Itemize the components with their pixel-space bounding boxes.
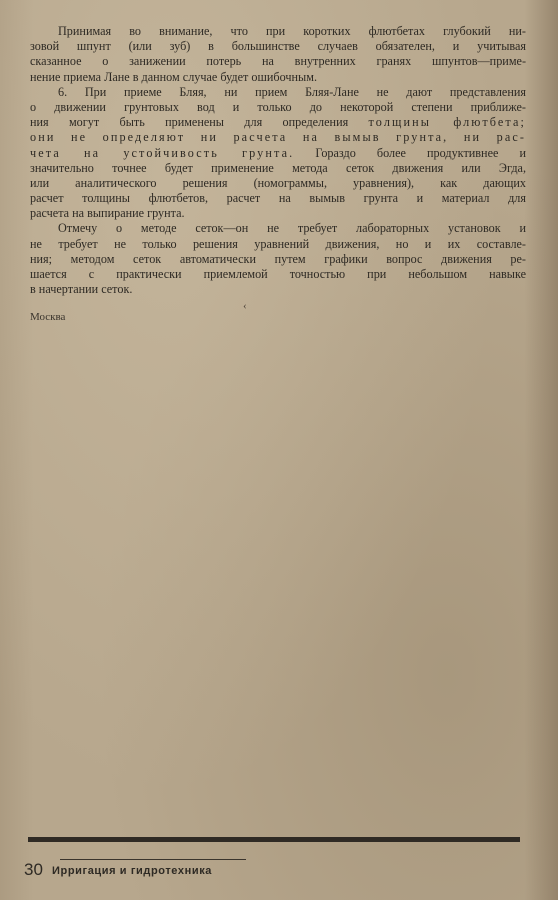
text-line: шается с практически приемлемой точностью при небольшом навыке [30,267,526,281]
emphasized-text: чета на устойчивость грунта. [30,145,295,160]
text-line [30,146,526,161]
text-line: расчет толщины флютбетов, расчет на вымыв грунта и материал для [30,191,526,206]
text-line: ния; методом сеток автоматически путем графики вопрос движения ре- [30,251,526,266]
emphasized-text: толщины флютбета; [368,115,526,130]
ink-speck: ‹ [243,300,247,312]
text-line: они не определяют ни расчета на вымыв грунта, ни рас- [30,130,526,145]
page-footer [24,858,524,884]
text-line: или аналитического решения (номограммы, уравнения), как дающих [30,175,526,190]
page-number: 30 [24,860,43,879]
author-location: Москва [30,311,66,323]
text-line: зовой шпунт (или зуб) в большинстве случаев обязателен, и учитывая [30,39,526,54]
article-text [30,24,526,297]
paragraph-lane-method [30,24,526,85]
text-line: значительно точнее будет применение метода сеток движения или Эгда, [30,160,526,175]
text-line: 6. При приеме Бляя, ни прием Бляя-Лане не дают представления [58,84,526,99]
footer-divider [28,837,520,842]
text-line: о движении грунтовых вод и только до некоторой степени приближе- [30,99,526,114]
text-line: Отмечу о методе сеток—он не требует лабораторных установок и [58,221,526,236]
footer-title-rule [60,859,246,860]
journal-title: Ирригация и гидротехника [52,865,213,877]
text-segment: ния могут быть применены для определения [30,115,349,130]
paragraph-point-6 [30,85,526,222]
text-line: нение приема Лане в данном случае будет ошибочным. [30,69,317,84]
text-line [30,115,526,130]
text-line: Принимая во внимание, что при коротких флютбетах глубокий ни- [58,24,526,38]
paragraph-grid-method [30,221,526,297]
text-line: в начертании сеток. [30,282,133,297]
text-segment: Гораздо более продуктивнее и [315,145,526,160]
text-line: сказанное о занижении потерь на внутренних гранях шпунтов—приме- [30,54,526,69]
text-line: расчета на выпирание грунта. [30,206,185,221]
text-line: не требует не только решения уравнений движения, но и их составле- [30,236,526,251]
